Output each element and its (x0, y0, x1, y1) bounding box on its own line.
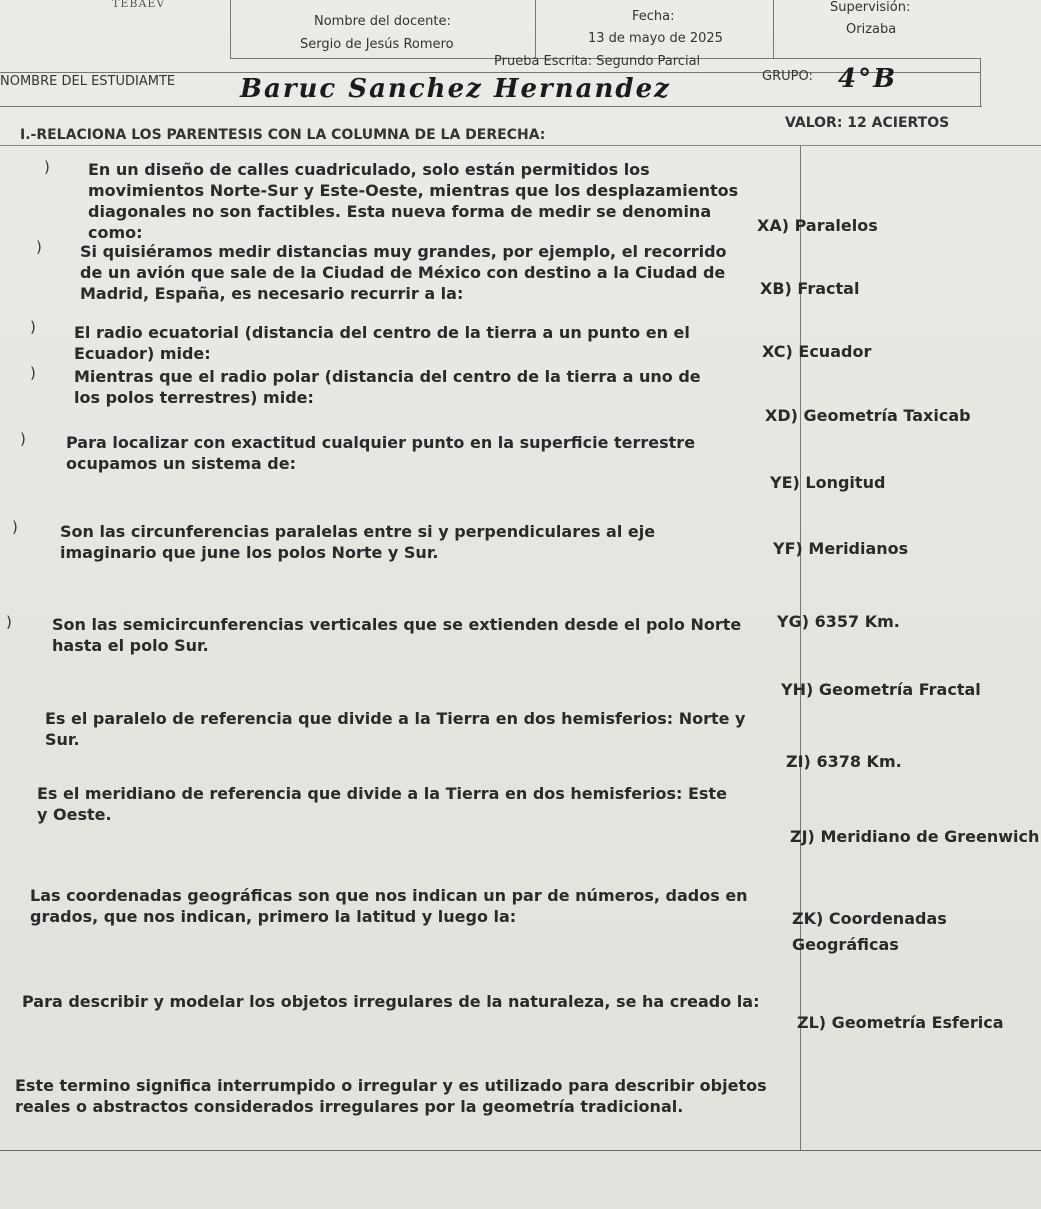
question-3: El radio ecuatorial (distancia del centro de la tierra a un punto en el Ecuador) mide: (74, 323, 690, 363)
answer-paren-2[interactable]: ) (36, 238, 42, 256)
option-zj: ZJ) Meridiano de Greenwich (790, 827, 1040, 846)
group-value-handwritten: 4°B (838, 64, 898, 94)
question-9: Es el meridiano de referencia que divide a la Tierra en dos hemisferios: Este y Oeste. (37, 784, 727, 824)
student-label: NOMBRE DEL ESTUDIAMTE (0, 74, 176, 89)
header-divider (230, 0, 231, 58)
supervision-value: Orizaba (846, 22, 897, 37)
option-ye: YE) Longitud (770, 473, 886, 492)
question-7: Son las semicircunferencias verticales que se extienden desde el polo Norte hasta el polo Sur. (52, 615, 742, 655)
teacher-label: Nombre del docente: (314, 14, 451, 29)
header-rule (0, 106, 982, 107)
question-10: Las coordenadas geográficas son que nos indican un par de números, dados en grados, que nos indican, primero la latitud y luego la: (30, 886, 748, 926)
option-yh: YH) Geometría Fractal (781, 680, 981, 699)
option-zi: ZI) 6378 Km. (786, 752, 902, 771)
table-top-rule (0, 145, 1041, 146)
option-xd: XD) Geometría Taxicab (765, 406, 971, 425)
question-4: Mientras que el radio polar (distancia del centro de la tierra a uno de los polos terrestres) mide: (74, 367, 701, 407)
school-logo: TEBAEV (112, 0, 166, 10)
value-text: VALOR: 12 ACIERTOS (785, 115, 950, 131)
question-1: En un diseño de calles cuadriculado, solo están permitidos los movimientos Norte-Sur y Este-Oeste, mientras que los desplazamientos diagonales no son factibles. Esta nueva forma de medir se denomina como: (88, 160, 739, 242)
answer-paren-4[interactable]: ) (30, 364, 36, 382)
table-bottom-rule (0, 1150, 1041, 1151)
instruction-text: I.-RELACIONA LOS PARENTESIS CON LA COLUMNA DE LA DERECHA: (20, 127, 546, 143)
header-divider (980, 58, 981, 106)
answer-paren-3[interactable]: ) (30, 318, 36, 336)
header-rule (0, 72, 980, 73)
option-yg: YG) 6357 Km. (777, 612, 900, 631)
answer-paren-7[interactable]: ) (6, 613, 12, 631)
option-xc: XC) Ecuador (762, 342, 872, 361)
question-8: Es el paralelo de referencia que divide a la Tierra en dos hemisferios: Norte y Sur. (45, 709, 746, 749)
date-value: 13 de mayo de 2025 (588, 31, 723, 46)
option-zk: ZK) Coordenadas Geográficas (792, 909, 947, 954)
teacher-name: Sergio de Jesús Romero (300, 37, 454, 52)
group-label: GRUPO: (762, 69, 813, 84)
option-zl: ZL) Geometría Esferica (797, 1013, 1004, 1032)
header-divider (535, 0, 536, 58)
answer-paren-6[interactable]: ) (12, 518, 18, 536)
supervision-label: Supervisión: (830, 0, 911, 15)
answer-paren-1[interactable]: ) (44, 158, 50, 176)
question-6: Son las circunferencias paralelas entre si y perpendiculares al eje imaginario que june los polos Norte y Sur. (60, 522, 656, 562)
option-xa: XA) Paralelos (757, 216, 878, 235)
question-12: Este termino significa interrumpido o irregular y es utilizado para describir objetos reales o abstractos considerados irregulares por la geometría tradicional. (15, 1076, 767, 1116)
question-11: Para describir y modelar los objetos irregulares de la naturaleza, se ha creado la: (22, 992, 760, 1011)
answer-paren-5[interactable]: ) (20, 430, 26, 448)
option-yf: YF) Meridianos (773, 539, 909, 558)
question-5: Para localizar con exactitud cualquier punto en la superficie terrestre ocupamos un sistema de: (66, 433, 696, 473)
question-2: Si quisiéramos medir distancias muy grandes, por ejemplo, el recorrido de un avión que sale de la Ciudad de México con destino a la Ciudad de Madrid, España, es necesario recurrir a la: (80, 242, 727, 303)
student-name-handwritten: Baruc Sanchez Hernandez (240, 74, 671, 104)
option-xb: XB) Fractal (760, 279, 860, 298)
header-divider (773, 0, 774, 58)
exam-title: Prueba Escrita: Segundo Parcial (494, 54, 701, 69)
date-label: Fecha: (632, 9, 675, 24)
